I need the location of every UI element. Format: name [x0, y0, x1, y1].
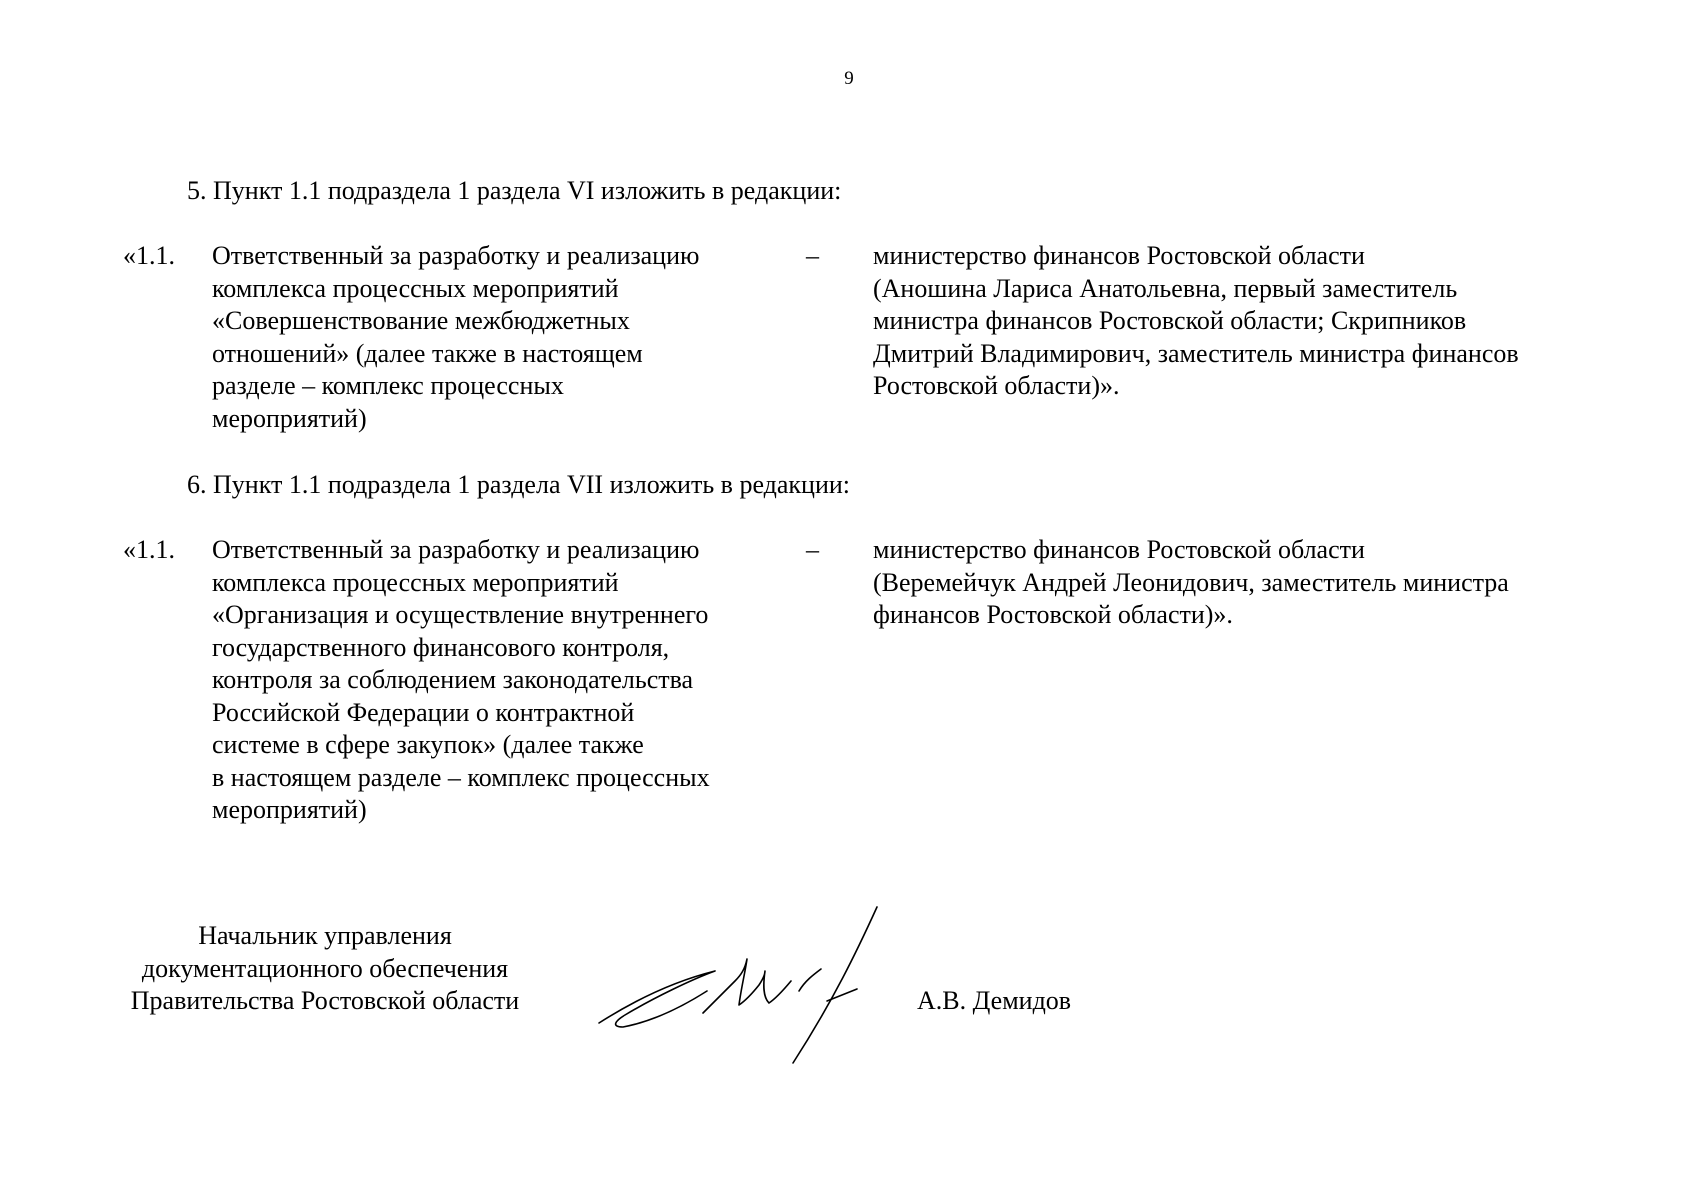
item-6-responsible-line: (Веремейчук Андрей Леонидович, заместитель министра — [873, 567, 1509, 597]
item-5-subject-line: разделе – комплекс процессных — [212, 371, 564, 400]
item-5-responsible — [873, 240, 1673, 403]
item-5-subject — [212, 240, 772, 435]
item-5-subject-line: «Совершенствование межбюджетных — [212, 306, 630, 335]
item-6-subject-line: контроля за соблюдением законодательства — [212, 665, 694, 694]
item-6-subject-line: Ответственный за разработку и реализацию — [212, 535, 700, 564]
signatory-title-line: Правительства Ростовской области — [130, 986, 520, 1015]
item-6-responsible — [873, 534, 1673, 632]
item-5-responsible-line: Ростовской области)». — [873, 371, 1120, 400]
item-5-responsible-line: Дмитрий Владимирович, заместитель министра финансов — [873, 338, 1519, 368]
item-6-subject-line: мероприятий) — [212, 795, 367, 824]
item-6-responsible-line: финансов Ростовской области)». — [873, 600, 1233, 629]
signatory-title-line: Начальник управления — [198, 921, 452, 950]
item-5-responsible-line: (Аношина Лариса Анатольевна, первый заместитель — [873, 273, 1458, 303]
item-6-subject-line: государственного финансового контроля, — [212, 632, 670, 662]
signatory-name: А.В. Демидов — [917, 986, 1072, 1015]
signatory-title-line: документационного обеспечения — [141, 953, 509, 983]
item-6-subject-line: «Организация и осуществление внутреннего — [212, 600, 709, 629]
item-6-subject-line: системе в сфере закупок» (далее также — [212, 730, 644, 759]
item-5-responsible-line: министерство финансов Ростовской области — [873, 241, 1365, 270]
item-5-number: «1.1. — [123, 241, 175, 270]
item-6-subject — [212, 534, 772, 827]
handwritten-signature — [595, 905, 885, 1065]
paragraph-6-heading: 6. Пункт 1.1 подраздела 1 раздела VII изложить в редакции: — [187, 470, 851, 499]
paragraph-5-heading: 5. Пункт 1.1 подраздела 1 раздела VI изложить в редакции: — [187, 176, 842, 205]
item-5-dash: – — [806, 241, 819, 270]
page-number: 9 — [844, 68, 854, 89]
item-5-subject-line: мероприятий) — [212, 403, 367, 433]
item-5-subject-line: комплекса процессных мероприятий — [212, 273, 619, 303]
signatory-title — [100, 920, 550, 1018]
item-5-subject-line: Ответственный за разработку и реализацию — [212, 241, 700, 270]
item-6-responsible-line: министерство финансов Ростовской области — [873, 535, 1365, 564]
item-6-number: «1.1. — [123, 535, 175, 564]
item-6-subject-line: комплекса процессных мероприятий — [212, 567, 619, 597]
item-6-dash: – — [806, 535, 819, 564]
item-5-subject-line: отношений» (далее также в настоящем — [212, 338, 643, 368]
item-6-subject-line: Российской Федерации о контрактной — [212, 697, 635, 727]
item-5-responsible-line: министра финансов Ростовской области; Скрипников — [873, 306, 1467, 335]
item-6-subject-line: в настоящем разделе – комплекс процессных — [212, 762, 710, 792]
